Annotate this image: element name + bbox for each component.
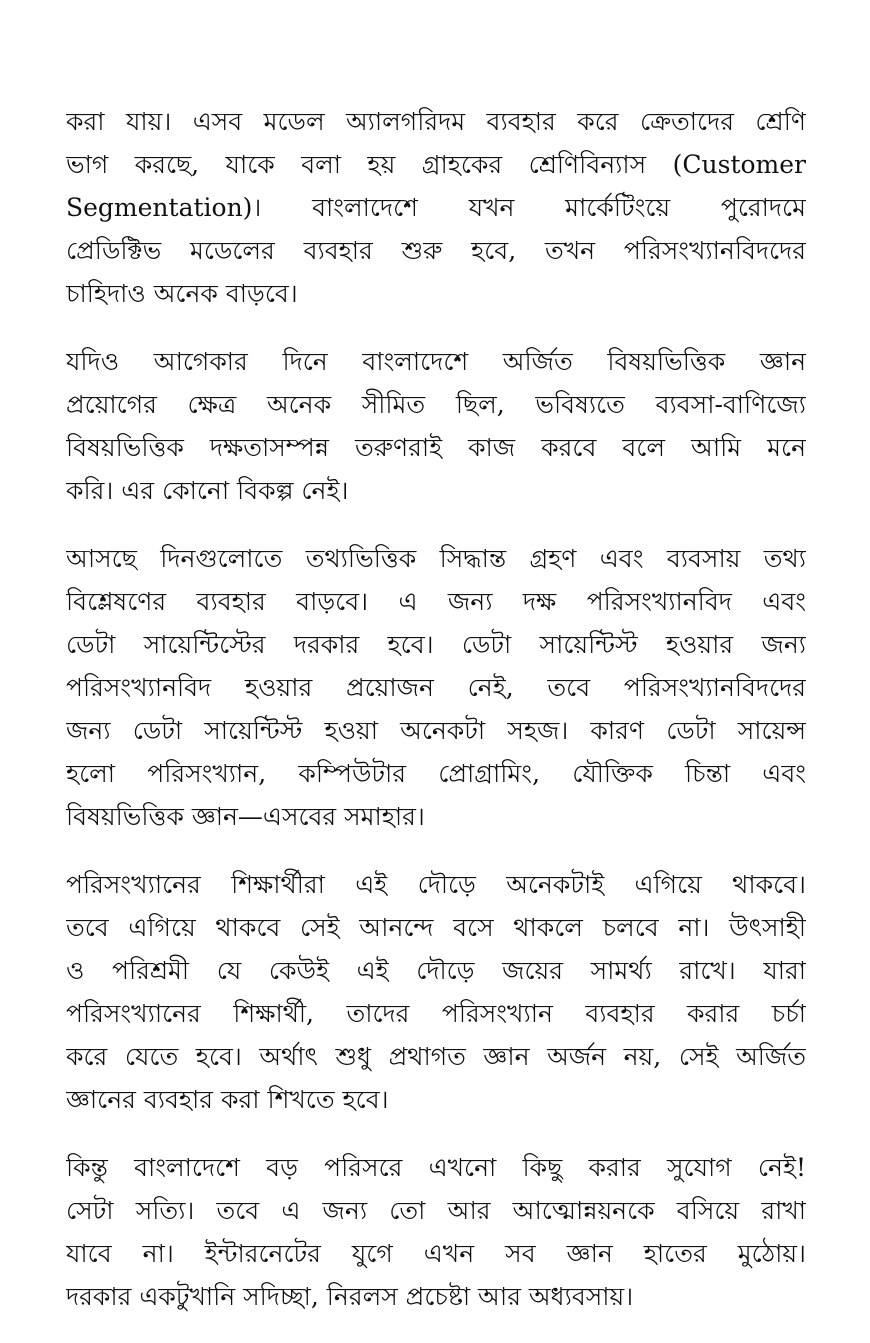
- paragraph-4: [66, 863, 806, 1121]
- text-line: দরকার একটুখানি সদিচ্ছা, নিরলস প্রচেষ্টা আর অধ্যবসায়।: [66, 1282, 634, 1311]
- text-line: যাবে না। ইন্টারনেটের যুগে এখন সব জ্ঞান হাতের মুঠোয়।: [66, 1239, 806, 1268]
- text-line: ডেটা সায়েন্টিস্টের দরকার হবে। ডেটা সায়েন্টিস্ট হওয়ার জন্য: [66, 630, 806, 659]
- text-line: করা যায়। এসব মডেল অ্যালগরিদম ব্যবহার করে ক্রেতাদের শ্রেণি: [66, 107, 806, 136]
- text-line: Segmentation)। বাংলাদেশে যখন মার্কেটিংয়ে পুরোদমে: [66, 193, 806, 222]
- text-line: চাহিদাও অনেক বাড়বে।: [66, 279, 298, 308]
- text-column: [66, 100, 806, 1343]
- text-line: আসছে দিনগুলোতে তথ্যভিত্তিক সিদ্ধান্ত গ্রহণ এবং ব্যবসায় তথ্য: [66, 544, 806, 573]
- text-line: হলো পরিসংখ্যান, কম্পিউটার প্রোগ্রামিং, যৌক্তিক চিন্তা এবং: [66, 759, 806, 788]
- text-line: পরিসংখ্যানের শিক্ষার্থী, তাদের পরিসংখ্যান ব্যবহার করার চর্চা: [66, 999, 806, 1028]
- text-line: তবে এগিয়ে থাকবে সেই আনন্দে বসে থাকলে চলবে না। উৎসাহী: [66, 913, 806, 942]
- paragraph-3: [66, 537, 806, 838]
- text-line: যদিও আগেকার দিনে বাংলাদেশে অর্জিত বিষয়ভিত্তিক জ্ঞান: [66, 347, 806, 376]
- text-line: করে যেতে হবে। অর্থাৎ শুধু প্রথাগত জ্ঞান অর্জন নয়, সেই অর্জিত: [66, 1042, 806, 1071]
- text-line: পরিসংখ্যানের শিক্ষার্থীরা এই দৌড়ে অনেকটাই এগিয়ে থাকবে।: [66, 870, 806, 899]
- text-line: পরিসংখ্যানবিদ হওয়ার প্রয়োজন নেই, তবে পরিসংখ্যানবিদদের: [66, 673, 806, 702]
- text-line: ও পরিশ্রমী যে কেউই এই দৌড়ে জয়ের সামর্থ্য রাখে। যারা: [66, 956, 806, 985]
- text-line: প্রেডিক্টিভ মডেলের ব্যবহার শুরু হবে, তখন পরিসংখ্যানবিদদের: [66, 236, 806, 265]
- text-line: সেটা সত্যি। তবে এ জন্য তো আর আত্মোন্নয়নকে বসিয়ে রাখা: [66, 1196, 806, 1225]
- text-line: করি। এর কোনো বিকল্প নেই।: [66, 476, 349, 505]
- text-line: বিষয়ভিত্তিক দক্ষতাসম্পন্ন তরুণরাই কাজ করবে বলে আমি মনে: [66, 433, 806, 462]
- text-line: কিন্তু বাংলাদেশে বড় পরিসরে এখনো কিছু করার সুযোগ নেই!: [66, 1153, 806, 1182]
- paragraph-2: [66, 340, 806, 512]
- paragraph-1: [66, 100, 806, 315]
- text-line: প্রয়োগের ক্ষেত্র অনেক সীমিত ছিল, ভবিষ্যতে ব্যবসা-বাণিজ্যে: [66, 390, 806, 419]
- text-line: বিশ্লেষণের ব্যবহার বাড়বে। এ জন্য দক্ষ পরিসংখ্যানবিদ এবং: [66, 587, 806, 616]
- paragraph-5: [66, 1146, 806, 1318]
- text-line: জ্ঞানের ব্যবহার করা শিখতে হবে।: [66, 1085, 389, 1114]
- text-line: বিষয়ভিত্তিক জ্ঞান—এসবের সমাহার।: [66, 802, 425, 831]
- text-line: জন্য ডেটা সায়েন্টিস্ট হওয়া অনেকটা সহজ। কারণ ডেটা সায়েন্স: [66, 716, 806, 745]
- text-line: ভাগ করছে, যাকে বলা হয় গ্রাহকের শ্রেণিবিন্যাস (Customer: [66, 150, 806, 179]
